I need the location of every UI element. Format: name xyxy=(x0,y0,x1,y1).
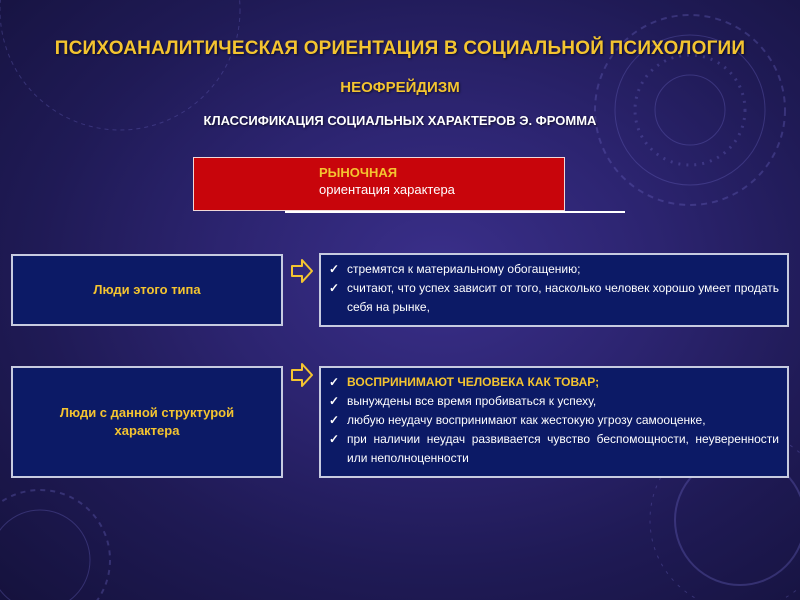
checkmark-icon: ✓ xyxy=(329,281,340,295)
checkmark-icon: ✓ xyxy=(329,413,340,427)
checkmark-icon: ✓ xyxy=(329,262,340,276)
row-2-label: Люди с данной структурой характера xyxy=(59,405,235,438)
checkmark-icon: ✓ xyxy=(329,394,340,408)
checkmark-icon: ✓ xyxy=(329,432,340,446)
list-item: ✓ вынуждены все время пробиваться к успеху, xyxy=(329,392,779,411)
checkmark-icon: ✓ xyxy=(329,375,340,389)
list-item: ✓ при наличии неудач развивается чувство беспомощности, неуверенности или неполноценности xyxy=(329,432,779,465)
section-heading: КЛАССИФИКАЦИЯ СОЦИАЛЬНЫХ ХАРАКТЕРОВ Э. ФРОММА xyxy=(203,113,597,128)
row-1-list xyxy=(329,260,779,317)
row-1-details-box xyxy=(319,253,789,327)
page-title: ПСИХОАНАЛИТИЧЕСКАЯ ОРИЕНТАЦИЯ В СОЦИАЛЬНОЙ ПСИХОЛОГИИ xyxy=(54,38,746,59)
row-1-label: Люди этого типа xyxy=(93,282,201,297)
arrow-right-outline-icon xyxy=(290,362,314,388)
list-item: ✓ любую неудачу воспринимают как жестокую угрозу самооценке, xyxy=(329,411,779,430)
list-item-highlight: ✓ ВОСПРИНИМАЮТ ЧЕЛОВЕКА КАК ТОВАР; xyxy=(329,373,779,392)
orientation-underline xyxy=(285,211,625,213)
orientation-caption: ориентация характера xyxy=(319,182,455,197)
row-1-label-box xyxy=(11,254,283,326)
row-2-label-box xyxy=(11,366,283,478)
page-subtitle: НЕОФРЕЙДИЗМ xyxy=(340,79,460,96)
row-2-list xyxy=(329,373,779,468)
list-item: ✓ считают, что успех зависит от того, насколько человек хорошо умеет продать себя на рынке, xyxy=(329,281,779,314)
arrow-right-outline-icon xyxy=(290,258,314,284)
list-item: ✓ стремятся к материальному обогащению; xyxy=(329,260,779,279)
row-2-details-box xyxy=(319,366,789,478)
orientation-box xyxy=(193,157,565,211)
orientation-name: РЫНОЧНАЯ xyxy=(319,165,398,180)
